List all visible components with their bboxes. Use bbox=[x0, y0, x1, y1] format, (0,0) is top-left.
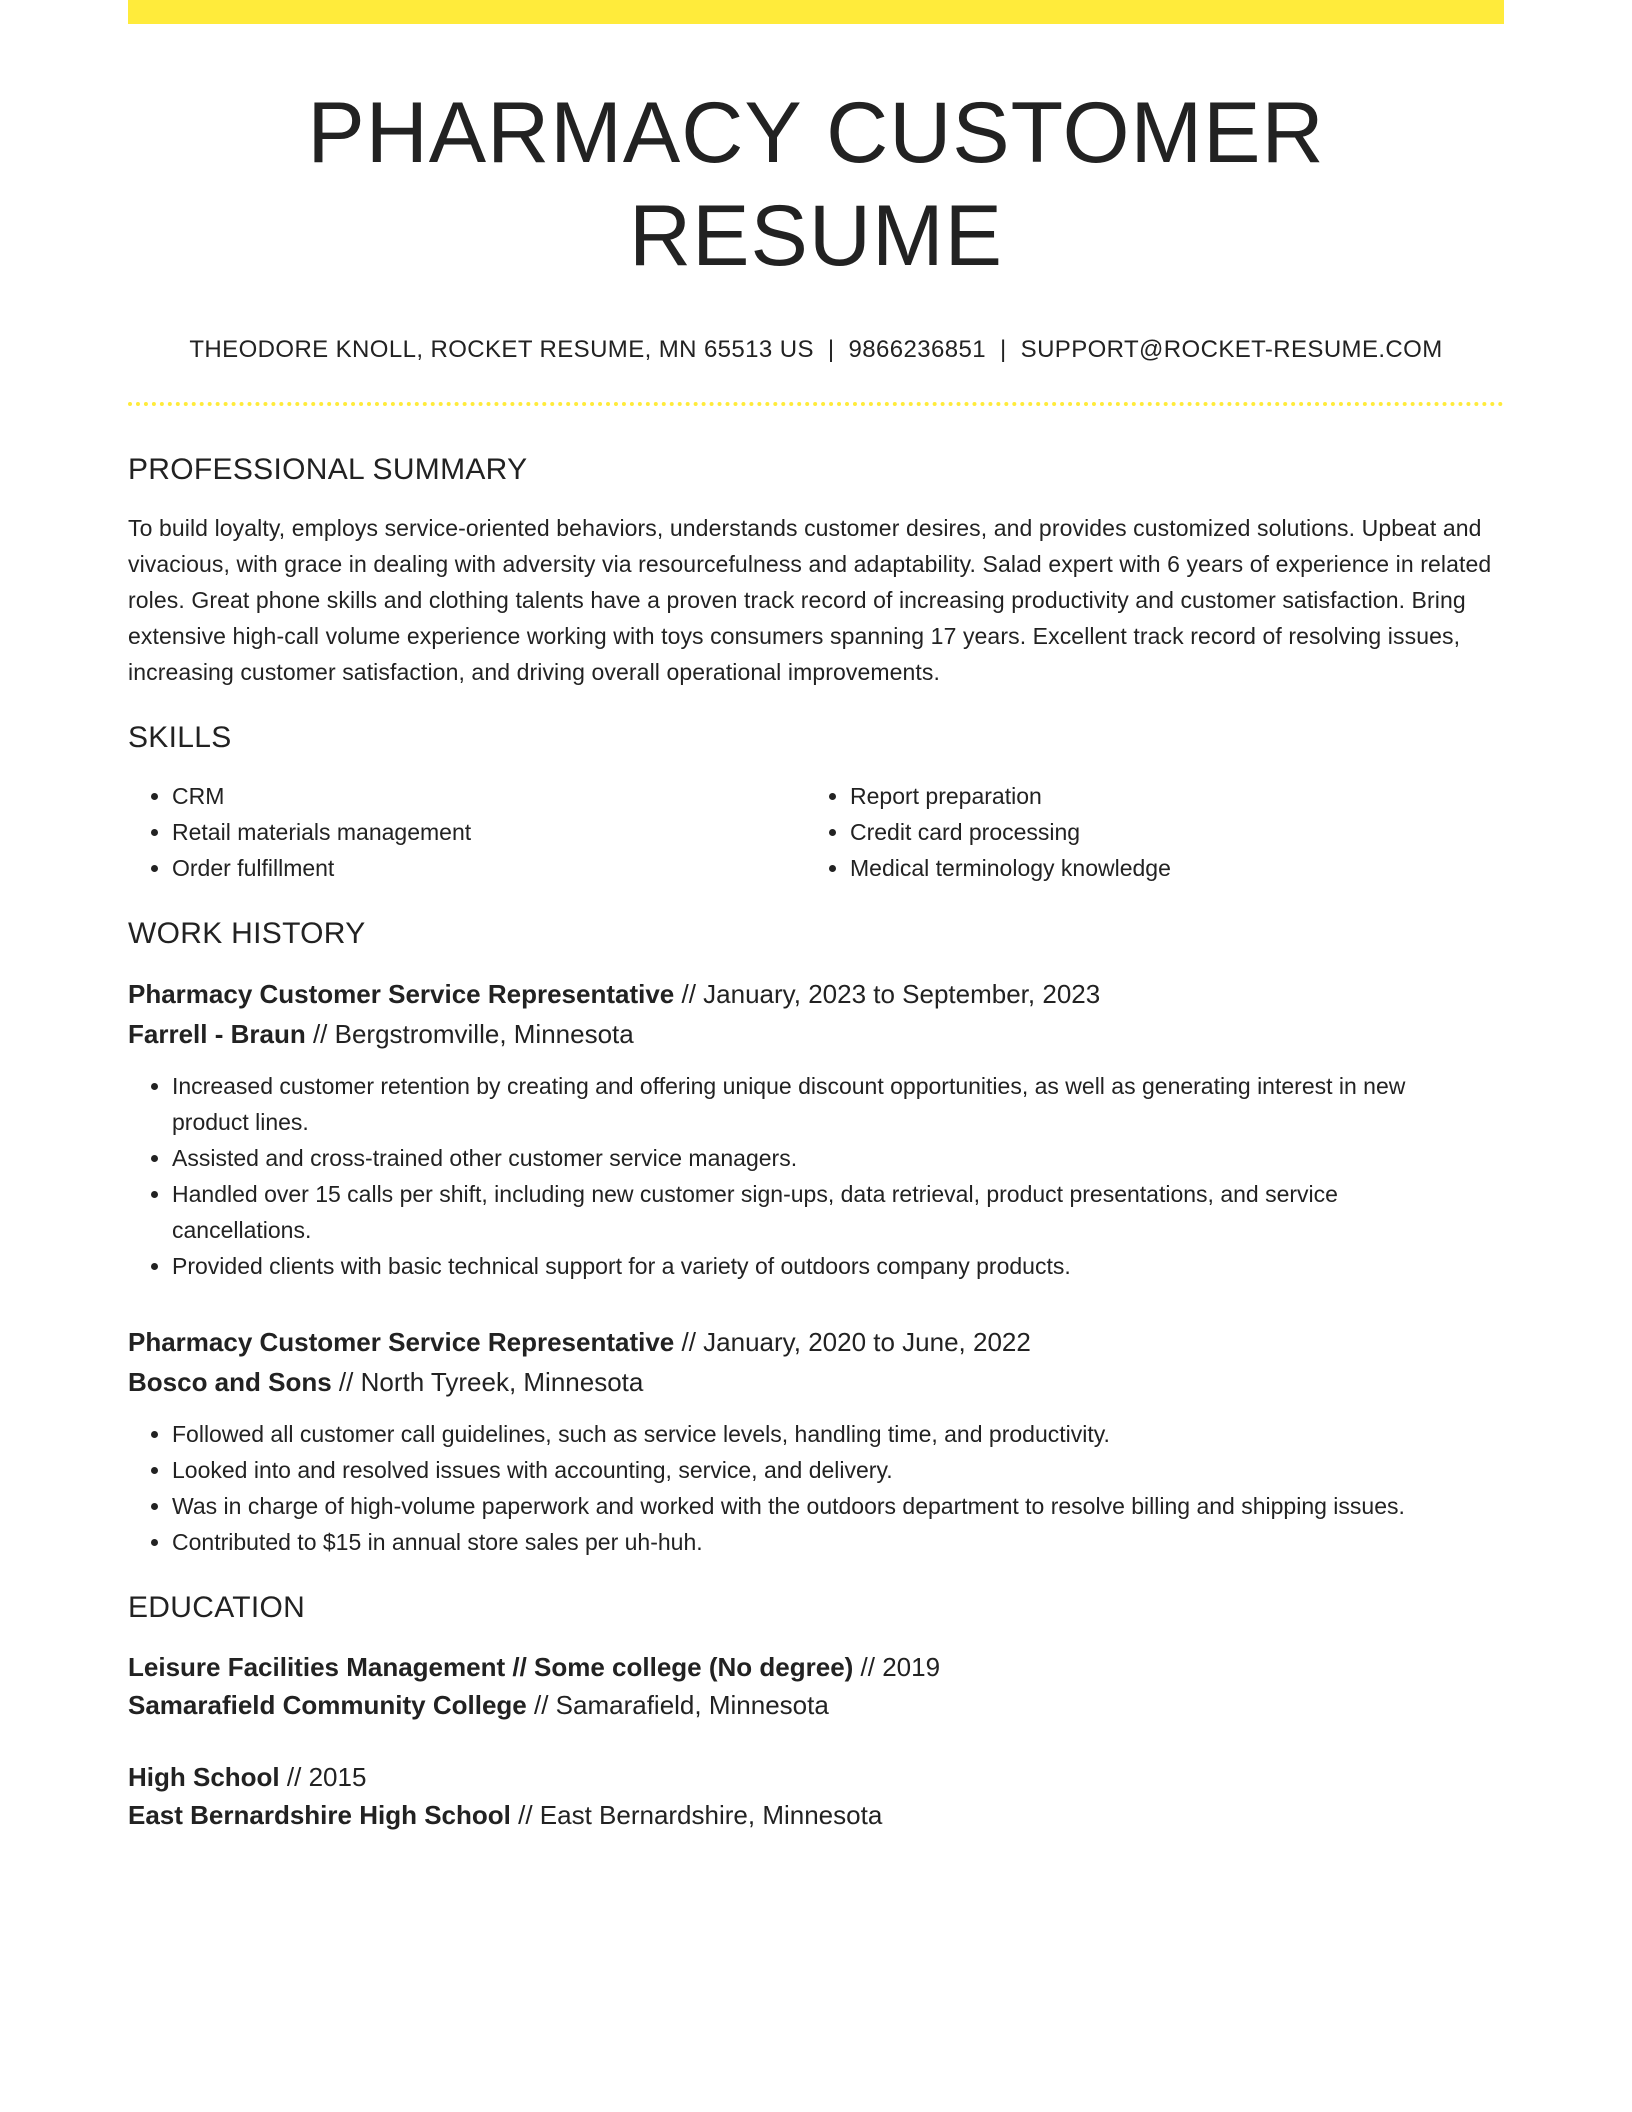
resume-title: PHARMACY CUSTOMER RESUME bbox=[307, 85, 1325, 285]
accent-bar bbox=[128, 0, 1504, 24]
summary-text: To build loyalty, employs service-oriented behaviors, understands customer desires, and provides customized solutions. Upbeat and vivacious, with grace in dealing with adversity via resourcefulness and adaptability. Salad expert with 6 years of experience in related roles. Great phone skills and clothing talents have a proven track record of increasing productivity and customer satisfaction. Bring extensive high-call volume experience working with toys consumers spanning 17 years. Excellent track record of resolving issues, increasing customer satisfaction, and driving overall operational improvements. bbox=[128, 514, 1492, 685]
skills-heading: SKILLS bbox=[128, 720, 232, 754]
work-history-heading: WORK HISTORY bbox=[128, 916, 366, 950]
skill-item: • Medical terminology knowledge bbox=[850, 850, 1484, 886]
education-degree-line bbox=[128, 1648, 1504, 1686]
education-degree-line bbox=[128, 1758, 1504, 1796]
contact-address: THEODORE KNOLL, ROCKET RESUME, MN 65513 US bbox=[189, 336, 814, 364]
job-location: // North Tyreek, Minnesota bbox=[331, 1366, 644, 1397]
job-company-line bbox=[128, 1014, 1504, 1054]
resume-page bbox=[128, 0, 1504, 1834]
job-title-line bbox=[128, 1322, 1504, 1362]
job-role: Pharmacy Customer Service Representative bbox=[128, 978, 675, 1009]
education-year: // 2015 bbox=[279, 1761, 367, 1792]
education-school-line bbox=[128, 1796, 1504, 1834]
job-bullet: • Was in charge of high-volume paperwork and worked with the outdoors department to resolve billing and shipping issues. bbox=[172, 1488, 1504, 1524]
job-bullets bbox=[128, 1416, 1504, 1560]
job-bullet: • Looked into and resolved issues with accounting, service, and delivery. bbox=[172, 1452, 1504, 1488]
skills-list bbox=[128, 778, 1504, 886]
skill-item: • Retail materials management bbox=[172, 814, 806, 850]
summary-heading: PROFESSIONAL SUMMARY bbox=[128, 452, 528, 486]
education-school: Samarafield Community College bbox=[128, 1689, 527, 1720]
education-entry bbox=[128, 1758, 1504, 1834]
job-company: Farrell - Braun bbox=[128, 1018, 306, 1049]
education-location: // East Bernardshire, Minnesota bbox=[510, 1799, 883, 1830]
job-bullet: • Assisted and cross-trained other customer service managers. bbox=[172, 1140, 1504, 1176]
education-school: East Bernardshire High School bbox=[128, 1799, 511, 1830]
skills-column-right bbox=[806, 778, 1484, 886]
job-title-line bbox=[128, 974, 1504, 1014]
job-entry bbox=[128, 974, 1504, 1284]
contact-phone: 9866236851 bbox=[848, 336, 987, 364]
education-heading: EDUCATION bbox=[128, 1590, 306, 1624]
job-role: Pharmacy Customer Service Representative bbox=[128, 1326, 675, 1357]
contact-email: SUPPORT@ROCKET-RESUME.COM bbox=[1020, 336, 1443, 364]
skill-item: • Credit card processing bbox=[850, 814, 1484, 850]
education-entry bbox=[128, 1648, 1504, 1724]
job-bullet: • Followed all customer call guidelines, such as service levels, handling time, and productivity. bbox=[172, 1416, 1504, 1452]
contact-line bbox=[128, 334, 1504, 365]
skill-item: • Report preparation bbox=[850, 778, 1484, 814]
job-bullet: • Increased customer retention by creating and offering unique discount opportunities, as well as generating interest in new product lines. bbox=[172, 1068, 1504, 1140]
job-dates: // January, 2023 to September, 2023 bbox=[674, 978, 1101, 1009]
job-bullet: • Provided clients with basic technical support for a variety of outdoors company products. bbox=[172, 1248, 1504, 1284]
job-bullet: • Contributed to $15 in annual store sales per uh-huh. bbox=[172, 1524, 1504, 1560]
education-degree: High School bbox=[128, 1761, 280, 1792]
job-entry bbox=[128, 1322, 1504, 1560]
education-year: // 2019 bbox=[853, 1651, 941, 1682]
job-location: // Bergstromville, Minnesota bbox=[305, 1018, 634, 1049]
contact-separator: | bbox=[827, 336, 835, 364]
job-bullets bbox=[128, 1068, 1504, 1284]
job-company-line bbox=[128, 1362, 1504, 1402]
job-company: Bosco and Sons bbox=[128, 1366, 332, 1397]
education-degree: Leisure Facilities Management // Some college (No degree) bbox=[128, 1651, 854, 1682]
contact-separator: | bbox=[1000, 336, 1007, 364]
skill-item: • CRM bbox=[172, 778, 806, 814]
job-dates: // January, 2020 to June, 2022 bbox=[674, 1326, 1031, 1357]
skill-item: • Order fulfillment bbox=[172, 850, 806, 886]
education-location: // Samarafield, Minnesota bbox=[526, 1689, 829, 1720]
skills-column-left bbox=[128, 778, 806, 886]
dotted-divider bbox=[128, 402, 1504, 406]
education-school-line bbox=[128, 1686, 1504, 1724]
job-bullet: • Handled over 15 calls per shift, including new customer sign-ups, data retrieval, product presentations, and service cancellations. bbox=[172, 1176, 1504, 1248]
